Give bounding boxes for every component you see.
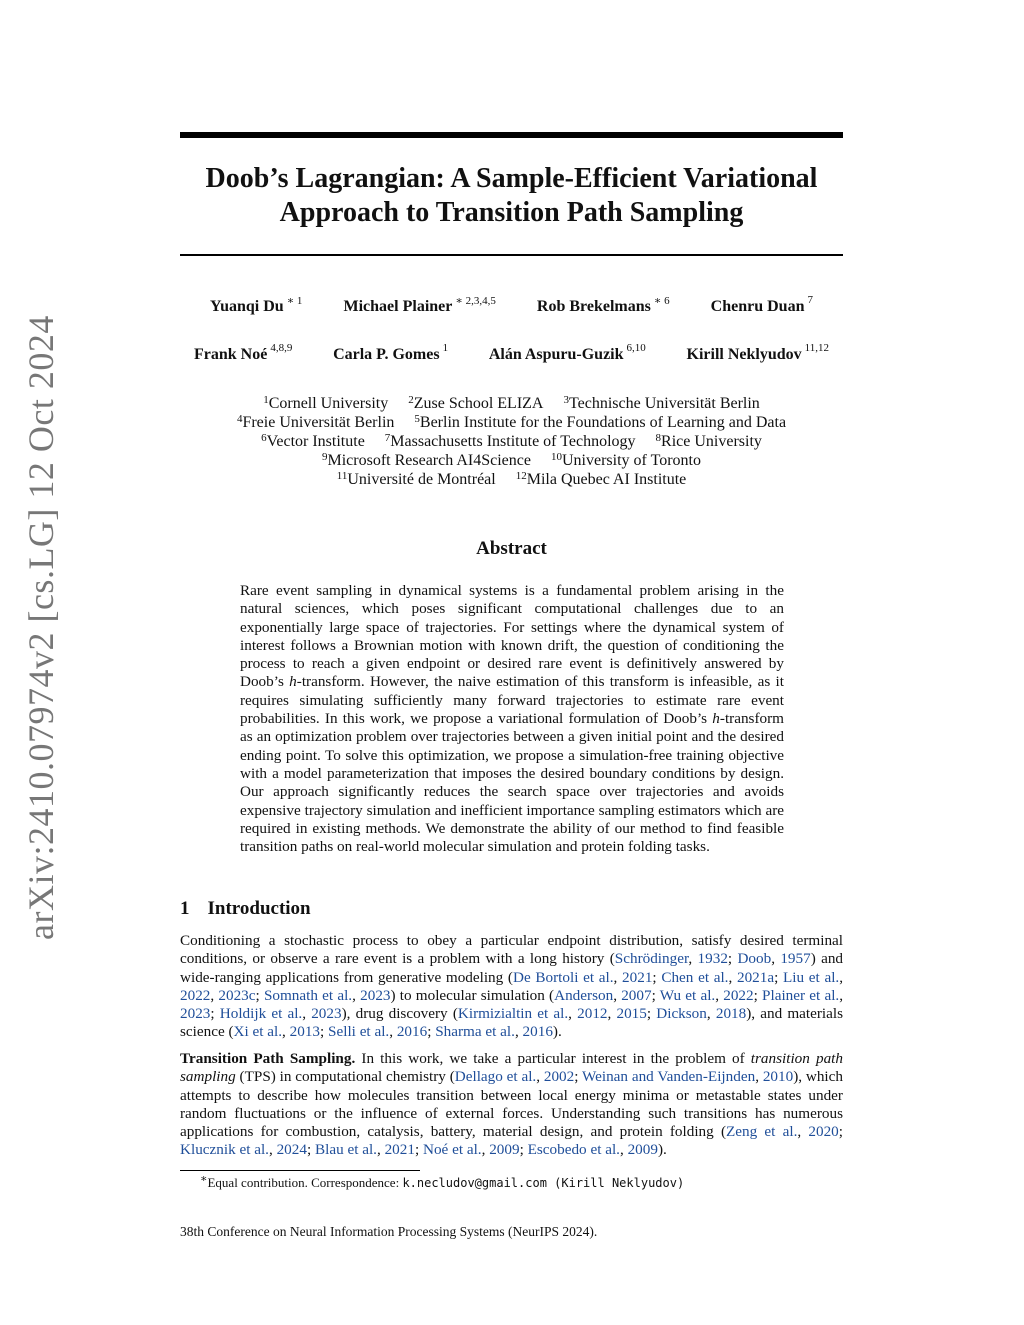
author-name: Chenru Duan <box>710 298 805 315</box>
footnote-text: Equal contribution. Correspondence: <box>207 1175 403 1190</box>
author-name: Yuanqi Du <box>210 298 284 315</box>
citation-link[interactable]: Escobedo et al. <box>527 1141 620 1159</box>
citation-link[interactable]: De Bortoli et al. <box>513 968 614 986</box>
affiliation: $^4$Freie Universität Berlin <box>236 413 395 431</box>
author-affiliation-marks: 4,8,9 <box>270 342 293 354</box>
affiliation: $^7$Massachusetts Institute of Technology <box>384 432 636 450</box>
citation-link[interactable]: Chen et al. <box>661 968 729 986</box>
citation-link[interactable]: 2021 <box>384 1141 415 1159</box>
citation-link[interactable]: Holdijk et al. <box>219 1005 303 1023</box>
emphasis: transition path sampling <box>180 1050 843 1086</box>
affiliation-number: 7 <box>384 432 391 444</box>
affiliation: $^2$Zuse School ELIZA <box>408 394 544 412</box>
citation-link[interactable]: 2020 <box>808 1123 839 1141</box>
citation-link[interactable]: Xi et al. <box>233 1023 283 1041</box>
affiliation: $^8$Rice University <box>655 432 762 450</box>
citation-link[interactable]: Sharma et al. <box>435 1023 515 1041</box>
affiliation-number: 10 <box>550 451 562 463</box>
author <box>210 295 303 316</box>
affiliation-line <box>180 432 843 451</box>
affiliation-number: 5 <box>414 413 420 425</box>
author-affiliation-marks: ∗ 6 <box>653 295 670 307</box>
intro-paragraph-2: Transition Path Sampling. In this work, we take a particular interest in the problem of transition path sampling (TPS) in computational chemistry (Dellago et al., 2002; Weinan and Vanden-Eijnden, 2010), which attempts to describe how molecules transition between local energy minima or metastable states under random fluctuations or the influence of external forces. Understanding such transitions has numerous applications for combustion, catalysis, battery, material design, and protein folding (Zeng et al., 2020; Klucznik et al., 2024; Blau et al., 2021; Noé et al., 2009; Escobedo et al., 2009). <box>180 1050 843 1159</box>
section-number: 1 <box>180 898 190 919</box>
affiliation: $^3$Technische Universität Berlin <box>563 394 760 412</box>
section-title: Introduction <box>207 898 311 919</box>
title-top-rule <box>180 132 843 138</box>
affiliations <box>180 394 843 489</box>
citation-link[interactable]: Weinan and Vanden-Eijnden <box>582 1068 756 1086</box>
author-affiliation-marks: 7 <box>807 294 813 306</box>
citation-link[interactable]: Blau et al. <box>314 1141 377 1159</box>
abstract-heading: Abstract <box>476 538 547 559</box>
citation-link[interactable]: 2007 <box>621 986 652 1004</box>
citation-link[interactable]: 2023 <box>311 1005 342 1023</box>
venue-note: 38th Conference on Neural Information Processing Systems (NeurIPS 2024). <box>180 1224 598 1239</box>
citation-link[interactable]: 2010 <box>762 1068 794 1086</box>
author-name: Michael Plainer <box>343 298 453 315</box>
citation-link[interactable]: 2021 <box>622 968 653 986</box>
citation-link[interactable]: Kirmizialtin et al. <box>457 1005 569 1023</box>
affiliation-number: 2 <box>408 394 414 406</box>
affiliation: $^1$Cornell University <box>263 394 389 412</box>
author-name: Carla P. Gomes <box>333 346 440 363</box>
citation-link[interactable]: 2023 <box>360 986 391 1004</box>
affiliation-line <box>180 413 843 432</box>
footnote-rule <box>180 1170 420 1171</box>
citation-link[interactable]: 2023 <box>180 1005 211 1023</box>
section-heading-introduction <box>180 898 311 920</box>
citation-link[interactable]: 2013 <box>289 1023 321 1041</box>
author <box>488 342 646 364</box>
citation-link[interactable]: Zeng et al. <box>726 1123 798 1141</box>
author-affiliation-marks: 1 <box>442 342 449 354</box>
affiliation: $^9$Microsoft Research AI4Science <box>322 451 531 469</box>
authors-row-2 <box>180 342 843 364</box>
arxiv-stamp: arXiv:2410.07974v2 [cs.LG] 12 Oct 2024 <box>21 315 61 940</box>
paper-title <box>180 162 843 230</box>
citation-link[interactable]: 2024 <box>276 1141 307 1159</box>
author <box>333 342 449 364</box>
citation-link[interactable]: 2021a <box>736 968 775 986</box>
author <box>686 342 829 364</box>
author <box>343 295 496 316</box>
citation-link[interactable]: Schrödinger <box>614 950 689 968</box>
author-affiliation-marks: ∗ 2,3,4,5 <box>455 295 496 307</box>
affiliation: $^6$Vector Institute <box>261 432 365 450</box>
affiliation-number: 11 <box>336 470 348 482</box>
citation-link[interactable]: Plainer et al. <box>762 986 840 1004</box>
title-line-1: Doob’s Lagrangian: A Sample-Efficient Variational <box>205 163 818 194</box>
citation-link[interactable]: 2009 <box>489 1141 520 1159</box>
affiliation-number: 12 <box>515 470 527 482</box>
affiliation-line <box>180 451 843 470</box>
math-h: h <box>289 673 297 691</box>
citation-link[interactable]: Dellago et al. <box>454 1068 537 1086</box>
author-name: Alán Aspuru-Guzik <box>488 346 624 363</box>
affiliation-number: 8 <box>655 432 662 444</box>
citation-link[interactable]: Liu et al. <box>783 968 840 986</box>
citation-link[interactable]: Klucznik et al. <box>180 1141 269 1159</box>
citation-link[interactable]: 2022 <box>180 986 211 1004</box>
abstract-text: Rare event sampling in dynamical systems is a fundamental problem arising in the natural sciences, which poses significant computational challenges due to an exponentially large space of trajectories. For settings where the dynamical system of interest follows a Brownian motion with known drift, the question of conditioning the process to reach a given endpoint or desired rare event is definitively answered by Doob’s h-transform. However, the naive estimation of this transform is infeasible, as it requires simulating sufficiently many forward trajectories to estimate rare event probabilities. In this work, we propose a variational formulation of Doob’s h-transform as an optimization problem over trajectories between a given initial point and the desired ending point. To solve this optimization, we propose a simulation-free training objective with a model parameterization that imposes the desired boundary conditions by design. Our approach significantly reduces the search space over trajectories and avoids expensive trajectory simulation and inefficient importance sampling estimators which are required in existing methods. We demonstrate the ability of our method to find feasible transition paths on real-world molecular simulation and protein folding tasks. <box>240 582 784 856</box>
intro-paragraph-1: Conditioning a stochastic process to obey a particular endpoint distribution, satisfy desired terminal conditions, or observe a rare event is a problem with a long history (Schrödinger, 1932; Doob, 1957) and wide-ranging applications from generative modeling (De Bortoli et al., 2021; Chen et al., 2021a; Liu et al., 2022, 2023c; Somnath et al., 2023) to molecular simulation (Anderson, 2007; Wu et al., 2022; Plainer et al., 2023; Holdijk et al., 2023), drug discovery (Kirmizialtin et al., 2012, 2015; Dickson, 2018), and materials science (Xi et al., 2013; Selli et al., 2016; Sharma et al., 2016). <box>180 932 844 1041</box>
title-line-2: Approach to Transition Path Sampling <box>279 197 744 228</box>
author-affiliation-marks: 11,12 <box>804 342 829 354</box>
affiliation: $^5$Berlin Institute for the Foundations of Learning and Data <box>414 413 787 431</box>
footnote <box>200 1175 684 1191</box>
citation-link[interactable]: Somnath et al. <box>263 986 353 1004</box>
author <box>194 342 293 364</box>
affiliation-number: 1 <box>263 394 269 406</box>
citation-link[interactable]: Dickson <box>656 1005 707 1023</box>
authors-row-1 <box>180 294 843 316</box>
citation-link[interactable]: 2022 <box>723 986 754 1004</box>
citation-link[interactable]: 2015 <box>616 1005 647 1023</box>
citation-link[interactable]: 2012 <box>577 1005 608 1023</box>
citation-link[interactable]: 2023c <box>218 986 256 1004</box>
affiliation: $^{11}$Université de Montréal <box>336 470 496 488</box>
citation-link[interactable]: 2018 <box>715 1005 747 1023</box>
citation-link[interactable]: 1932 <box>697 950 728 968</box>
affiliation-number: 4 <box>236 413 243 425</box>
title-bottom-rule <box>180 254 843 256</box>
affiliation-number: 6 <box>261 432 267 444</box>
affiliation: $^{10}$University of Toronto <box>550 451 701 469</box>
citation-link[interactable]: 2002 <box>543 1068 575 1086</box>
citation-link[interactable]: 1957 <box>780 950 811 968</box>
citation-link[interactable]: Anderson <box>554 986 614 1004</box>
math-h: h <box>712 710 720 728</box>
citation-link[interactable]: Noé et al. <box>422 1141 482 1159</box>
affiliation-number: 3 <box>563 394 569 406</box>
author-name: Rob Brekelmans <box>536 298 651 315</box>
affiliation: $^{12}$Mila Quebec AI Institute <box>515 470 687 488</box>
author <box>536 295 670 316</box>
affiliation-line <box>180 470 843 489</box>
author-affiliation-marks: 6,10 <box>626 342 646 354</box>
affiliation-line <box>180 394 843 413</box>
author-affiliation-marks: ∗ 1 <box>286 295 303 307</box>
correspondence-email[interactable]: k.necludov@gmail.com (Kirill Neklyudov) <box>402 1176 685 1190</box>
citation-link[interactable]: Selli et al. <box>328 1023 390 1041</box>
affiliation-number: 9 <box>322 451 328 463</box>
paragraph-lead: Transition Path Sampling. <box>180 1050 356 1067</box>
citation-link[interactable]: 2016 <box>396 1023 428 1041</box>
author-name: Kirill Neklyudov <box>686 346 802 363</box>
citation-link[interactable]: 2009 <box>627 1141 658 1159</box>
citation-link[interactable]: 2016 <box>522 1023 553 1041</box>
footnote-mark: ∗ <box>200 1173 208 1185</box>
author-name: Frank Noé <box>194 346 268 363</box>
author <box>710 294 813 316</box>
citation-link[interactable]: Wu et al. <box>659 986 716 1004</box>
citation-link[interactable]: Doob <box>737 950 772 968</box>
